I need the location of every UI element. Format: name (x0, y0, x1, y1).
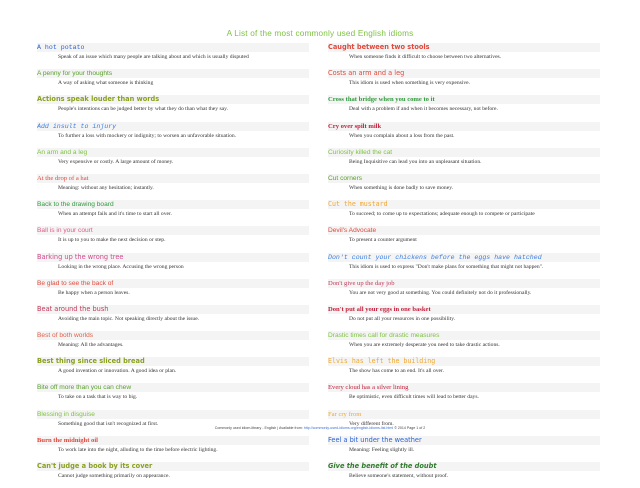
idiom-entry (37, 305, 309, 331)
idiom-phrase: Bite off more than you can chew (37, 383, 309, 392)
idiom-entry (37, 95, 309, 121)
idiom-meaning: This idiom is used to express "Don't make plans for something that might not happen". (349, 263, 544, 270)
idiom-meaning: Looking in the wrong place. Accusing the wrong person (58, 263, 184, 270)
idiom-meaning: Cannot judge something primarily on appearance. (58, 473, 170, 479)
idiom-meaning: When an attempt fails and it's time to start all over. (58, 211, 172, 218)
idiom-entry (328, 383, 600, 409)
idiom-meaning: Avoiding the main topic. Not speaking directly about the issue. (58, 315, 200, 322)
idiom-meaning: Something good that isn't recognized at first. (58, 420, 159, 427)
idiom-meaning: To further a loss with mockery or indignity; to worsen an unfavorable situation. (58, 132, 237, 139)
page-footer (0, 426, 640, 430)
idiom-meaning: To present a counter argument (349, 237, 417, 244)
idiom-phrase: Far cry from (328, 410, 600, 419)
idiom-phrase: Blessing in disguise (37, 410, 309, 419)
idiom-phrase: Can't judge a book by its cover (37, 462, 309, 471)
idiom-meaning: Very expensive or costly. A large amount of money. (58, 158, 174, 165)
idiom-meaning: A way of asking what someone is thinking (58, 80, 154, 87)
idiom-meaning: Be optimistic, even difficult times will lead to better days. (349, 394, 479, 401)
idiom-entry (37, 436, 309, 462)
idiom-meaning: People's intentions can be judged better by what they do than what they say. (58, 106, 228, 113)
idiom-entry (328, 462, 600, 488)
idiom-meaning: Believe someone's statement, without proof. (349, 473, 449, 479)
idiom-phrase: Be glad to see the back of (37, 279, 309, 288)
idiom-meaning: To succeed; to come up to expectations; adequate enough to compete or participate (349, 211, 535, 218)
idiom-column-left (37, 43, 309, 488)
idiom-phrase: Best thing since sliced bread (37, 357, 309, 366)
idiom-meaning: A good invention or innovation. A good idea or plan. (58, 368, 177, 375)
idiom-phrase: Every cloud has a silver lining (328, 383, 600, 392)
idiom-phrase: Don't count your chickens before the eggs have hatched (328, 253, 600, 262)
page-title: A List of the most commonly used English idioms (226, 29, 414, 38)
idiom-phrase: Beat around the bush (37, 305, 309, 314)
idiom-phrase: Actions speak louder than words (37, 95, 309, 104)
idiom-phrase: Drastic times call for drastic measures (328, 331, 600, 340)
idiom-meaning: Meaning: without any hesitation; instantly. (58, 184, 154, 191)
idiom-meaning: It is up to you to make the next decision or step. (58, 237, 166, 244)
idiom-meaning: Speak of an issue which many people are talking about and which is usually disputed (58, 54, 249, 60)
idiom-entry (328, 43, 600, 69)
idiom-entry (37, 279, 309, 305)
idiom-meaning: You are not very good at something. You could definitely not do it professionally. (349, 289, 532, 296)
idiom-phrase: Cut corners (328, 174, 600, 183)
idiom-meaning: Very different from. (349, 420, 394, 427)
idiom-entry (328, 174, 600, 200)
idiom-meaning: Meaning: All the advantages. (58, 342, 124, 349)
footer-suffix: © 2014 Page 1 of 2 (393, 426, 426, 430)
idiom-phrase: Devil's Advocate (328, 226, 600, 235)
idiom-entry (328, 410, 600, 436)
idiom-meaning: When someone finds it difficult to choose between two alternatives. (349, 54, 502, 60)
idiom-entry (328, 95, 600, 121)
idiom-phrase: Cry over spilt milk (328, 122, 600, 131)
idiom-phrase: Feel a bit under the weather (328, 436, 600, 445)
idiom-entry (37, 462, 309, 488)
idiom-phrase: At the drop of a hat (37, 174, 309, 183)
idiom-phrase: Give the benefit of the doubt (328, 462, 600, 471)
idiom-phrase: Cross that bridge when you come to it (328, 95, 600, 104)
idiom-column-right (328, 43, 600, 488)
idiom-phrase: An arm and a leg (37, 148, 309, 157)
idiom-phrase: Ball is in your court (37, 226, 309, 235)
idiom-entry (37, 383, 309, 409)
idiom-entry (328, 69, 600, 95)
idiom-entry (328, 253, 600, 279)
idiom-entry (37, 148, 309, 174)
idiom-phrase: Don't put all your eggs in one basket (328, 305, 600, 314)
idiom-meaning: Being Inquisitive can lead you into an unpleasant situation. (349, 158, 482, 165)
idiom-entry (37, 357, 309, 383)
idiom-entry (328, 305, 600, 331)
idiom-phrase: Cut the mustard (328, 200, 600, 209)
idiom-phrase: Don't give up the day job (328, 279, 600, 288)
idiom-phrase: Costs an arm and a leg (328, 69, 600, 78)
idiom-phrase: Back to the drawing board (37, 200, 309, 209)
idiom-phrase: Add insult to injury (37, 122, 309, 131)
idiom-phrase: Barking up the wrong tree (37, 253, 309, 262)
idiom-entry (328, 226, 600, 252)
footer-link[interactable]: http://commonly-used-idioms.org/english-idioms-list.html (303, 426, 394, 430)
idiom-meaning: Deal with a problem if and when it becomes necessary, not before. (349, 106, 498, 113)
idiom-entry (328, 279, 600, 305)
idiom-phrase: Burn the midnight oil (37, 436, 309, 445)
idiom-meaning: To take on a task that is way to big. (58, 394, 138, 401)
idiom-entry (328, 357, 600, 383)
idiom-phrase: A hot potato (37, 43, 309, 52)
idiom-entry (328, 436, 600, 462)
idiom-entry (37, 69, 309, 95)
idiom-entry (37, 174, 309, 200)
idiom-meaning: When you are extremely desperate you need to take drastic actions. (349, 342, 500, 349)
idiom-entry (37, 410, 309, 436)
idiom-entry (37, 331, 309, 357)
idiom-entry (37, 200, 309, 226)
idiom-phrase: Best of both worlds (37, 331, 309, 340)
idiom-phrase: Curiosity killed the cat (328, 148, 600, 157)
idiom-phrase: Elvis has left the building (328, 357, 600, 366)
idiom-meaning: Be happy when a person leaves. (58, 289, 130, 296)
idiom-entry (37, 226, 309, 252)
idiom-meaning: The show has come to an end. It's all over. (349, 368, 444, 375)
idiom-entry (37, 122, 309, 148)
idiom-meaning: Do not put all your resources in one possibility. (349, 315, 456, 322)
idiom-entry (328, 122, 600, 148)
idiom-phrase: Caught between two stools (328, 43, 600, 52)
idiom-meaning: When you complain about a loss from the past. (349, 132, 455, 139)
footer-prefix: Commonly used idiom-library - English | Available from: (214, 426, 304, 430)
idiom-phrase: A penny for your thoughts (37, 69, 309, 78)
idiom-entry (328, 148, 600, 174)
idiom-meaning: To work late into the night, alluding to the time before electric lighting. (58, 446, 218, 453)
idiom-entry (328, 200, 600, 226)
idiom-entry (37, 43, 309, 69)
idiom-meaning: Meaning: Feeling slightly ill. (349, 446, 415, 453)
idiom-entry (37, 253, 309, 279)
idiom-meaning: This idiom is used when something is very expensive. (349, 80, 471, 87)
idiom-meaning: When something is done badly to save money. (349, 184, 454, 191)
idiom-entry (328, 331, 600, 357)
